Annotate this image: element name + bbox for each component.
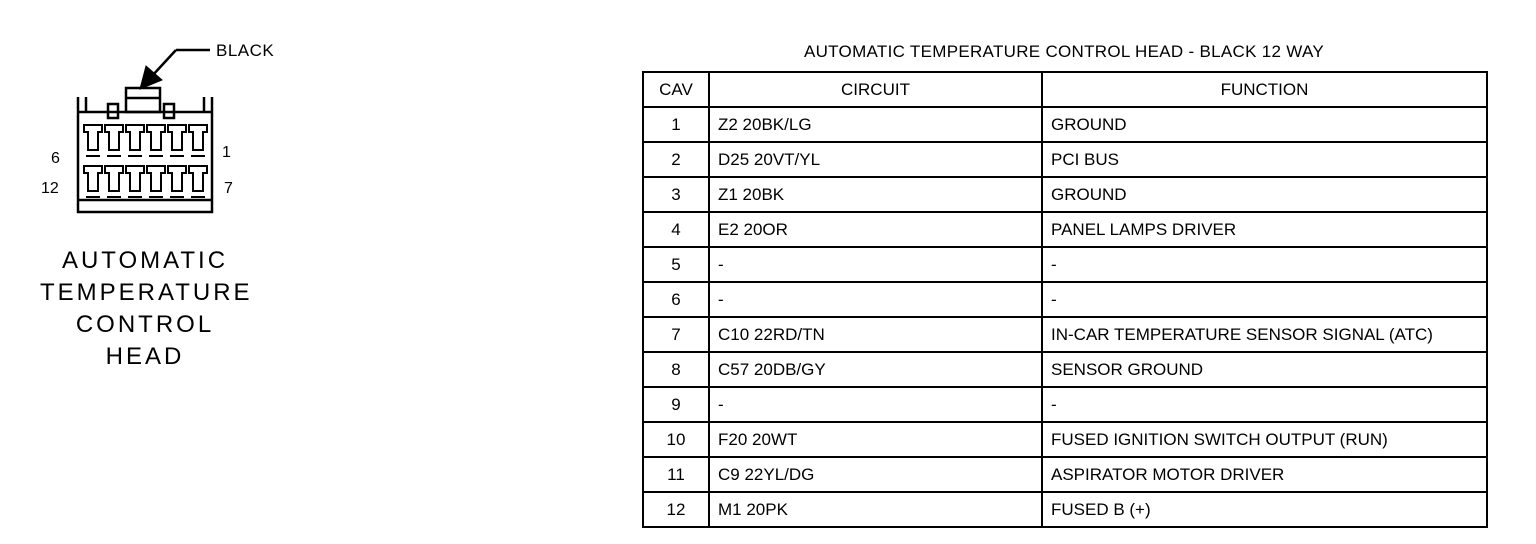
connector-caption-line-4: HEAD [105,343,185,370]
function-cell: - [1042,247,1487,282]
connector-cavity [126,166,144,191]
circuit-cell: F20 20WT [709,422,1042,457]
function-cell: PANEL LAMPS DRIVER [1042,212,1487,247]
connector-cavity [189,166,207,191]
connector-cavity [168,125,186,150]
function-cell: GROUND [1042,107,1487,142]
connector-cavities [84,125,207,197]
cav-cell: 3 [643,177,709,212]
connector-cavity [189,125,207,150]
table-header-row [643,72,1487,107]
cav-cell: 2 [643,142,709,177]
header-function: FUNCTION [1042,72,1487,107]
function-cell: PCI BUS [1042,142,1487,177]
pin-label-bottom-right: 7 [224,180,233,197]
function-cell: FUSED B (+) [1042,492,1487,527]
table-row [643,107,1487,142]
function-cell: GROUND [1042,177,1487,212]
function-cell: - [1042,282,1487,317]
circuit-cell: C9 22YL/DG [709,457,1042,492]
circuit-cell: C57 20DB/GY [709,352,1042,387]
function-cell: FUSED IGNITION SWITCH OUTPUT (RUN) [1042,422,1487,457]
circuit-cell: C10 22RD/TN [709,317,1042,352]
function-cell: ASPIRATOR MOTOR DRIVER [1042,457,1487,492]
cav-cell: 9 [643,387,709,422]
connector-cavity [105,125,123,150]
circuit-cell: Z1 20BK [709,177,1042,212]
header-cav: CAV [643,72,709,107]
pin-label-top-left: 6 [51,150,60,167]
circuit-cell: - [709,282,1042,317]
table-row [643,492,1487,527]
pin-label-bottom-left: 12 [41,180,59,197]
cav-cell: 10 [643,422,709,457]
cav-cell: 6 [643,282,709,317]
circuit-cell: Z2 20BK/LG [709,107,1042,142]
cav-cell: 7 [643,317,709,352]
function-cell: - [1042,387,1487,422]
table-row [643,457,1487,492]
callout-arrow [140,50,210,89]
connector-cavity [84,125,102,150]
table-row [643,212,1487,247]
table-title: AUTOMATIC TEMPERATURE CONTROL HEAD - BLACK 12 WAY [803,42,1325,61]
connector-cavity [147,166,165,191]
function-cell: IN-CAR TEMPERATURE SENSOR SIGNAL (ATC) [1042,317,1487,352]
connector-color-label: BLACK [216,41,275,60]
connector-cavity [84,166,102,191]
pinout-table [642,71,1488,528]
function-cell: SENSOR GROUND [1042,352,1487,387]
circuit-cell: D25 20VT/YL [709,142,1042,177]
circuit-cell: - [709,387,1042,422]
table-row [643,247,1487,282]
cav-cell: 11 [643,457,709,492]
header-circuit: CIRCUIT [709,72,1042,107]
circuit-cell: E2 20OR [709,212,1042,247]
connector-cavity [147,125,165,150]
table-row [643,317,1487,352]
connector-cavity [105,166,123,191]
cav-cell: 1 [643,107,709,142]
table-row [643,387,1487,422]
table-row [643,422,1487,457]
cav-cell: 4 [643,212,709,247]
connector-cavity [168,166,186,191]
circuit-cell: - [709,247,1042,282]
connector-cavity [126,125,144,150]
table-row [643,142,1487,177]
cav-cell: 8 [643,352,709,387]
connector-caption-line-1: AUTOMATIC [61,247,229,274]
circuit-cell: M1 20PK [709,492,1042,527]
table-row [643,177,1487,212]
cav-cell: 12 [643,492,709,527]
table-row [643,282,1487,317]
connector-caption-line-3: CONTROL [75,311,215,338]
cav-cell: 5 [643,247,709,282]
table-row [643,352,1487,387]
pin-label-top-right: 1 [222,144,231,161]
connector-caption-line-2: TEMPERATURE [40,279,253,306]
